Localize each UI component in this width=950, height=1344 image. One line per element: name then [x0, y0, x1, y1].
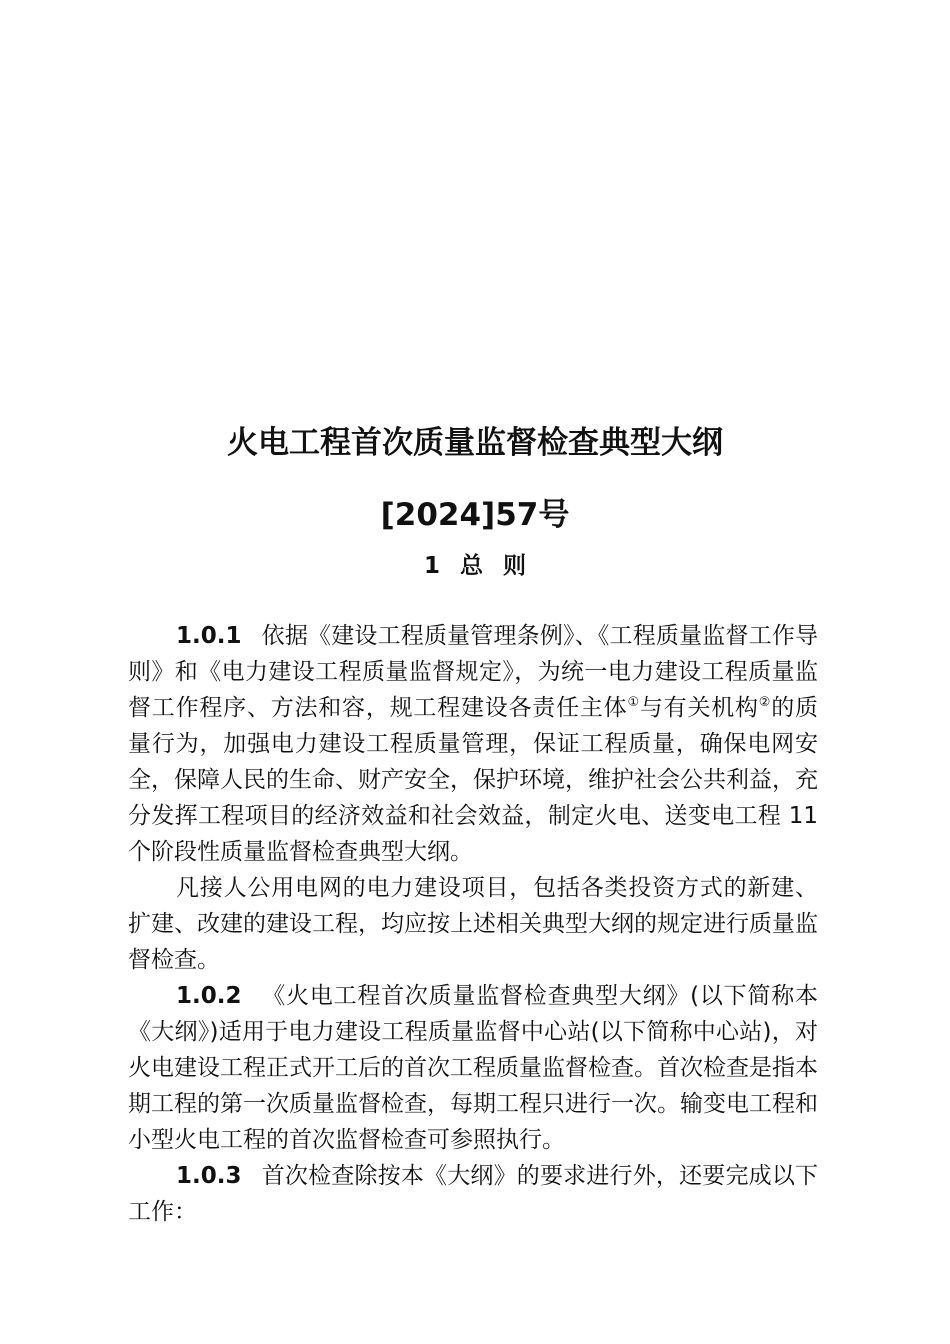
section-title-part1: 总 — [460, 553, 483, 579]
clause-text: 首次检查除按本《大纲》的要求进行外，还要完成以下工作： — [128, 1163, 818, 1225]
paragraph-text: 凡接人公用电网的电力建设项目，包括各类投资方式的新建、扩建、改建的建设工程，均应按上述相关典型大纲的规定进行质量监督检查。 — [128, 875, 818, 973]
section-title-part2: 则 — [503, 553, 526, 579]
footnote-marker: ① — [627, 695, 640, 710]
clause-text: 与有关机构 — [639, 695, 759, 721]
clause-text: 依据《建设工程质量管理条例》、《工程质量监督工作导则》和《电力建设工程质量监督规定》，为统一电力建设工程质量监督工作程序、方法和容，规工程建设各责任主体 — [128, 623, 818, 721]
clause-text: 的质量行为，加强电力建设工程质量管理，保证工程质量，确保电网安全，保障人民的生命、财产安全，保护环境，维护社会公共利益，充分发挥工程项目的经济效益和社会效益，制定火电、送变电工程 11 个阶段性质量监督检查典型大纲。 — [128, 695, 819, 865]
clause-number: 1.0.1 — [176, 623, 242, 649]
clause-1-0-1 — [128, 618, 818, 870]
document-title: 火电工程首次质量监督检查典型大纲 — [227, 425, 723, 461]
clause-number: 1.0.3 — [176, 1163, 242, 1189]
clause-number: 1.0.2 — [176, 983, 242, 1009]
clause-1-0-2 — [128, 978, 818, 1158]
footnote-marker: ② — [758, 695, 772, 710]
clause-text: 《火电工程首次质量监督检查典型大纲》(以下简称本《大纲》)适用于电力建设工程质量监督中心站(以下简称中心站)，对火电建设工程正式开工后的首次工程质量监督检查。首次检查是指本期工程的第一次质量监督检查，每期工程只进行一次。输变电工程和小型火电工程的首次监督检查可参照执行。 — [128, 983, 818, 1153]
clause-1-0-3 — [128, 1158, 818, 1230]
paragraph-scope — [128, 870, 818, 978]
section-number: 1 — [423, 553, 440, 579]
document-body — [128, 618, 818, 1230]
document-number: [2024]57号 — [380, 497, 570, 533]
section-heading — [0, 548, 950, 584]
